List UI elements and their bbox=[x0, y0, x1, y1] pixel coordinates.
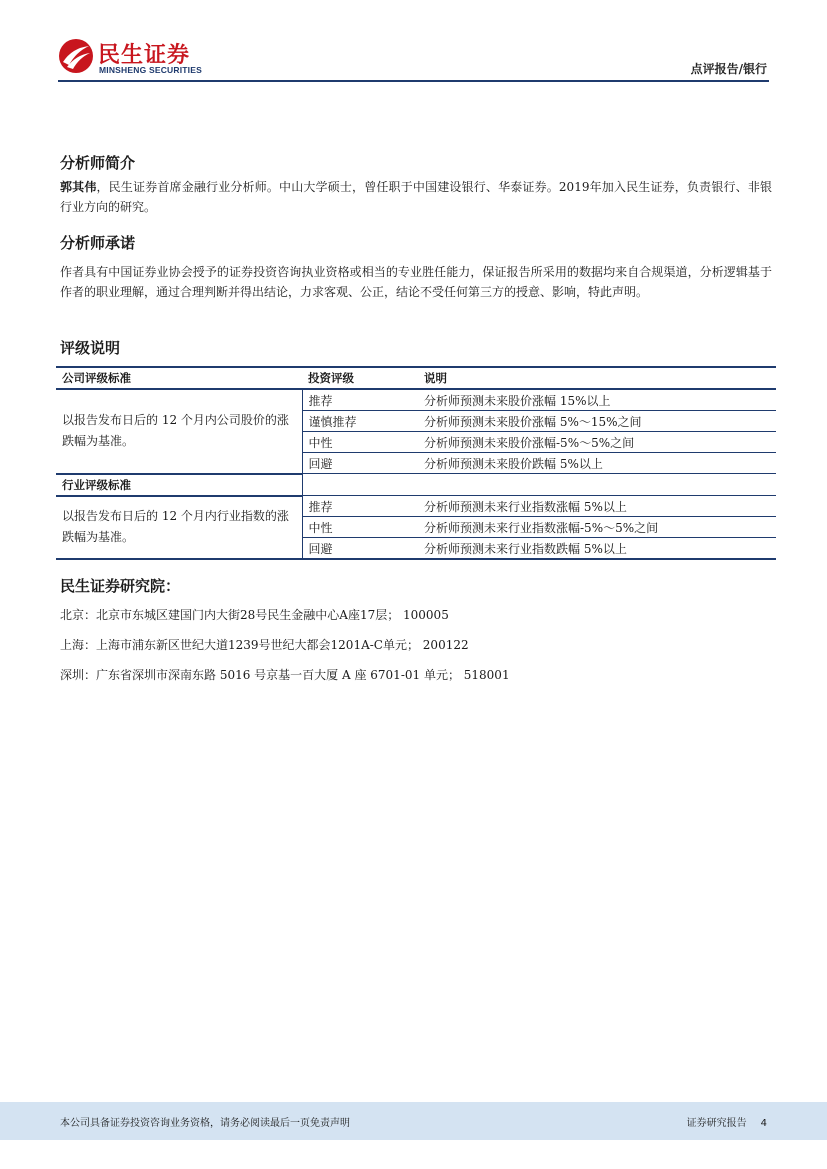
rating-description: 分析师预测未来股价跌幅 5%以上 bbox=[418, 453, 776, 474]
table-row bbox=[56, 496, 776, 517]
analyst-name: 郭其伟 bbox=[60, 180, 97, 194]
footer-disclaimer: 本公司具备证券投资咨询业务资格，请务必阅读最后一页免责声明 bbox=[60, 1118, 350, 1129]
address-beijing: 北京：北京市东城区建国门内大街28号民生金融中心A座17层； 100005 bbox=[60, 608, 449, 622]
rating-description: 分析师预测未来行业指数涨幅-5%～5%之间 bbox=[418, 517, 776, 538]
commitment-section-title: 分析师承诺 bbox=[60, 234, 136, 252]
minsheng-logo-icon bbox=[58, 38, 94, 74]
page-number: 4 bbox=[760, 1118, 767, 1129]
footer-label: 证券研究报告 bbox=[686, 1118, 747, 1129]
rating-label: 中性 bbox=[302, 432, 418, 453]
rating-section-title: 评级说明 bbox=[60, 339, 121, 357]
rating-label: 推荐 bbox=[302, 389, 418, 411]
analyst-bio-text: ，民生证券首席金融行业分析师。中山大学硕士，曾任职于中国建设银行、华泰证券。2019年加入民生证券，负责银行、非银行业方向的研究。 bbox=[60, 180, 772, 214]
report-type: 点评报告/银行 bbox=[690, 62, 767, 76]
logo-english-name: MINSHENG SECURITIES bbox=[99, 65, 202, 75]
logo-chinese-name: 民生证券 bbox=[98, 43, 191, 68]
rating-table-header bbox=[56, 367, 776, 389]
institute-section-title: 民生证券研究院： bbox=[60, 577, 181, 595]
rating-description: 分析师预测未来行业指数跌幅 5%以上 bbox=[418, 538, 776, 560]
industry-standard-header: 行业评级标准 bbox=[56, 474, 302, 496]
header-company-standard: 公司评级标准 bbox=[56, 367, 302, 389]
rating-label: 推荐 bbox=[302, 496, 418, 517]
commitment-text: 作者具有中国证券业协会授予的证券投资咨询执业资格或相当的专业胜任能力，保证报告所采用的数据均来自合规渠道，分析逻辑基于作者的职业理解，通过合理判断并得出结论，力求客观、公正，结论不受任何第三方的授意、影响，特此声明。 bbox=[60, 265, 772, 299]
rating-label: 中性 bbox=[302, 517, 418, 538]
header-divider bbox=[58, 80, 769, 82]
address-shenzhen: 深圳：广东省深圳市深南东路 5016 号京基一百大厦 A 座 6701-01 单元； 518001 bbox=[60, 668, 510, 682]
industry-rating-basis: 以报告发布日后的 12 个月内行业指数的涨跌幅为基准。 bbox=[56, 496, 302, 560]
rating-label: 谨慎推荐 bbox=[302, 411, 418, 432]
rating-description: 分析师预测未来股价涨幅 5%～15%之间 bbox=[418, 411, 776, 432]
footer-right bbox=[687, 1114, 767, 1129]
rating-label: 回避 bbox=[302, 538, 418, 560]
rating-description: 分析师预测未来行业指数涨幅 5%以上 bbox=[418, 496, 776, 517]
header-description: 说明 bbox=[418, 367, 776, 389]
company-rating-basis: 以报告发布日后的 12 个月内公司股价的涨跌幅为基准。 bbox=[56, 389, 302, 474]
page-footer bbox=[0, 1102, 827, 1140]
analyst-section-title: 分析师简介 bbox=[60, 154, 136, 172]
industry-header-row bbox=[56, 474, 776, 496]
rating-description: 分析师预测未来股价涨幅-5%～5%之间 bbox=[418, 432, 776, 453]
header-investment-rating: 投资评级 bbox=[302, 367, 418, 389]
table-row bbox=[56, 389, 776, 411]
analyst-bio bbox=[60, 177, 772, 217]
rating-label: 回避 bbox=[302, 453, 418, 474]
company-logo bbox=[58, 38, 218, 80]
rating-description: 分析师预测未来股价涨幅 15%以上 bbox=[418, 389, 776, 411]
address-shanghai: 上海：上海市浦东新区世纪大道1239号世纪大都会1201A-C单元； 200122 bbox=[60, 638, 469, 652]
rating-table bbox=[56, 366, 776, 560]
